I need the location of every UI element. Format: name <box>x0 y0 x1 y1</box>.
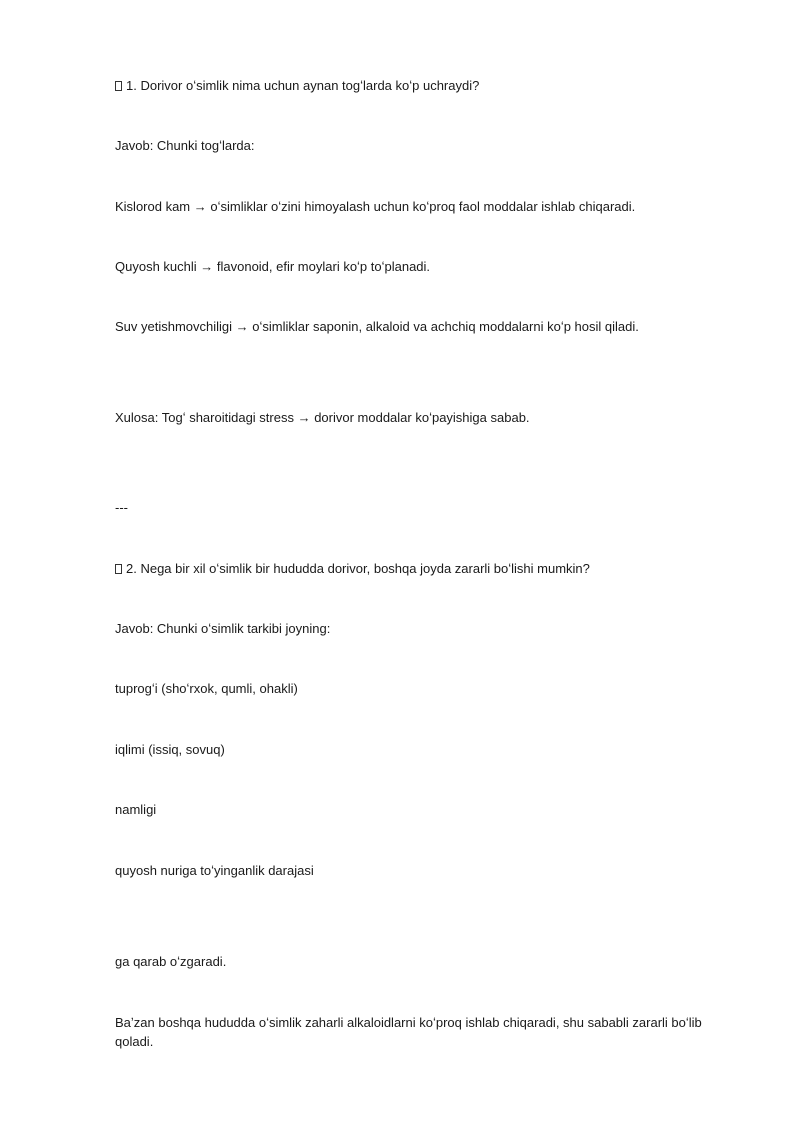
answer-2-intro: Javob: Chunki oʻsimlik tarkibi joyning: <box>115 621 331 636</box>
section-separator: --- <box>115 500 128 515</box>
answer-2-point: quyosh nuriga toʻyinganlik darajasi <box>115 863 314 878</box>
question-2-text: 2. Nega bir xil oʻsimlik bir hududda dorivor, boshqa joyda zararli boʻlishi mumkin? <box>126 561 590 576</box>
question-2 <box>115 559 730 578</box>
note-2: Baʼzan boshqa hududda oʻsimlik zaharli alkaloidlarni koʻproq ishlab chiqaradi, shu sababli zararli boʻlib qoladi. <box>115 1015 702 1049</box>
answer-1-point: Quyosh kuchli → flavonoid, efir moylari koʻp toʻplanadi. <box>115 259 431 274</box>
missing-glyph-icon <box>115 564 122 574</box>
question-1 <box>115 76 730 95</box>
question-1-text: 1. Dorivor oʻsimlik nima uchun aynan togʻlarda koʻp uchraydi? <box>126 78 480 93</box>
answer-1-point: Kislorod kam → oʻsimliklar oʻzini himoyalash uchun koʻproq faol moddalar ishlab chiqaradi. <box>115 199 636 214</box>
answer-2-point: tuprogʻi (shoʻrxok, qumli, ohakli) <box>115 681 298 696</box>
answer-1-intro: Javob: Chunki togʻlarda: <box>115 138 255 153</box>
answer-2-point: iqlimi (issiq, sovuq) <box>115 742 225 757</box>
answer-1-point: Suv yetishmovchiligi → oʻsimliklar saponin, alkaloid va achchiq moddalarni koʻp hosil qiladi. <box>115 319 639 334</box>
answer-2-point: namligi <box>115 802 157 817</box>
answer-2-continuation: ga qarab oʻzgaradi. <box>115 954 227 969</box>
conclusion-1: Xulosa: Togʻ sharoitidagi stress → dorivor moddalar koʻpayishiga sabab. <box>115 410 530 425</box>
missing-glyph-icon <box>115 81 122 91</box>
